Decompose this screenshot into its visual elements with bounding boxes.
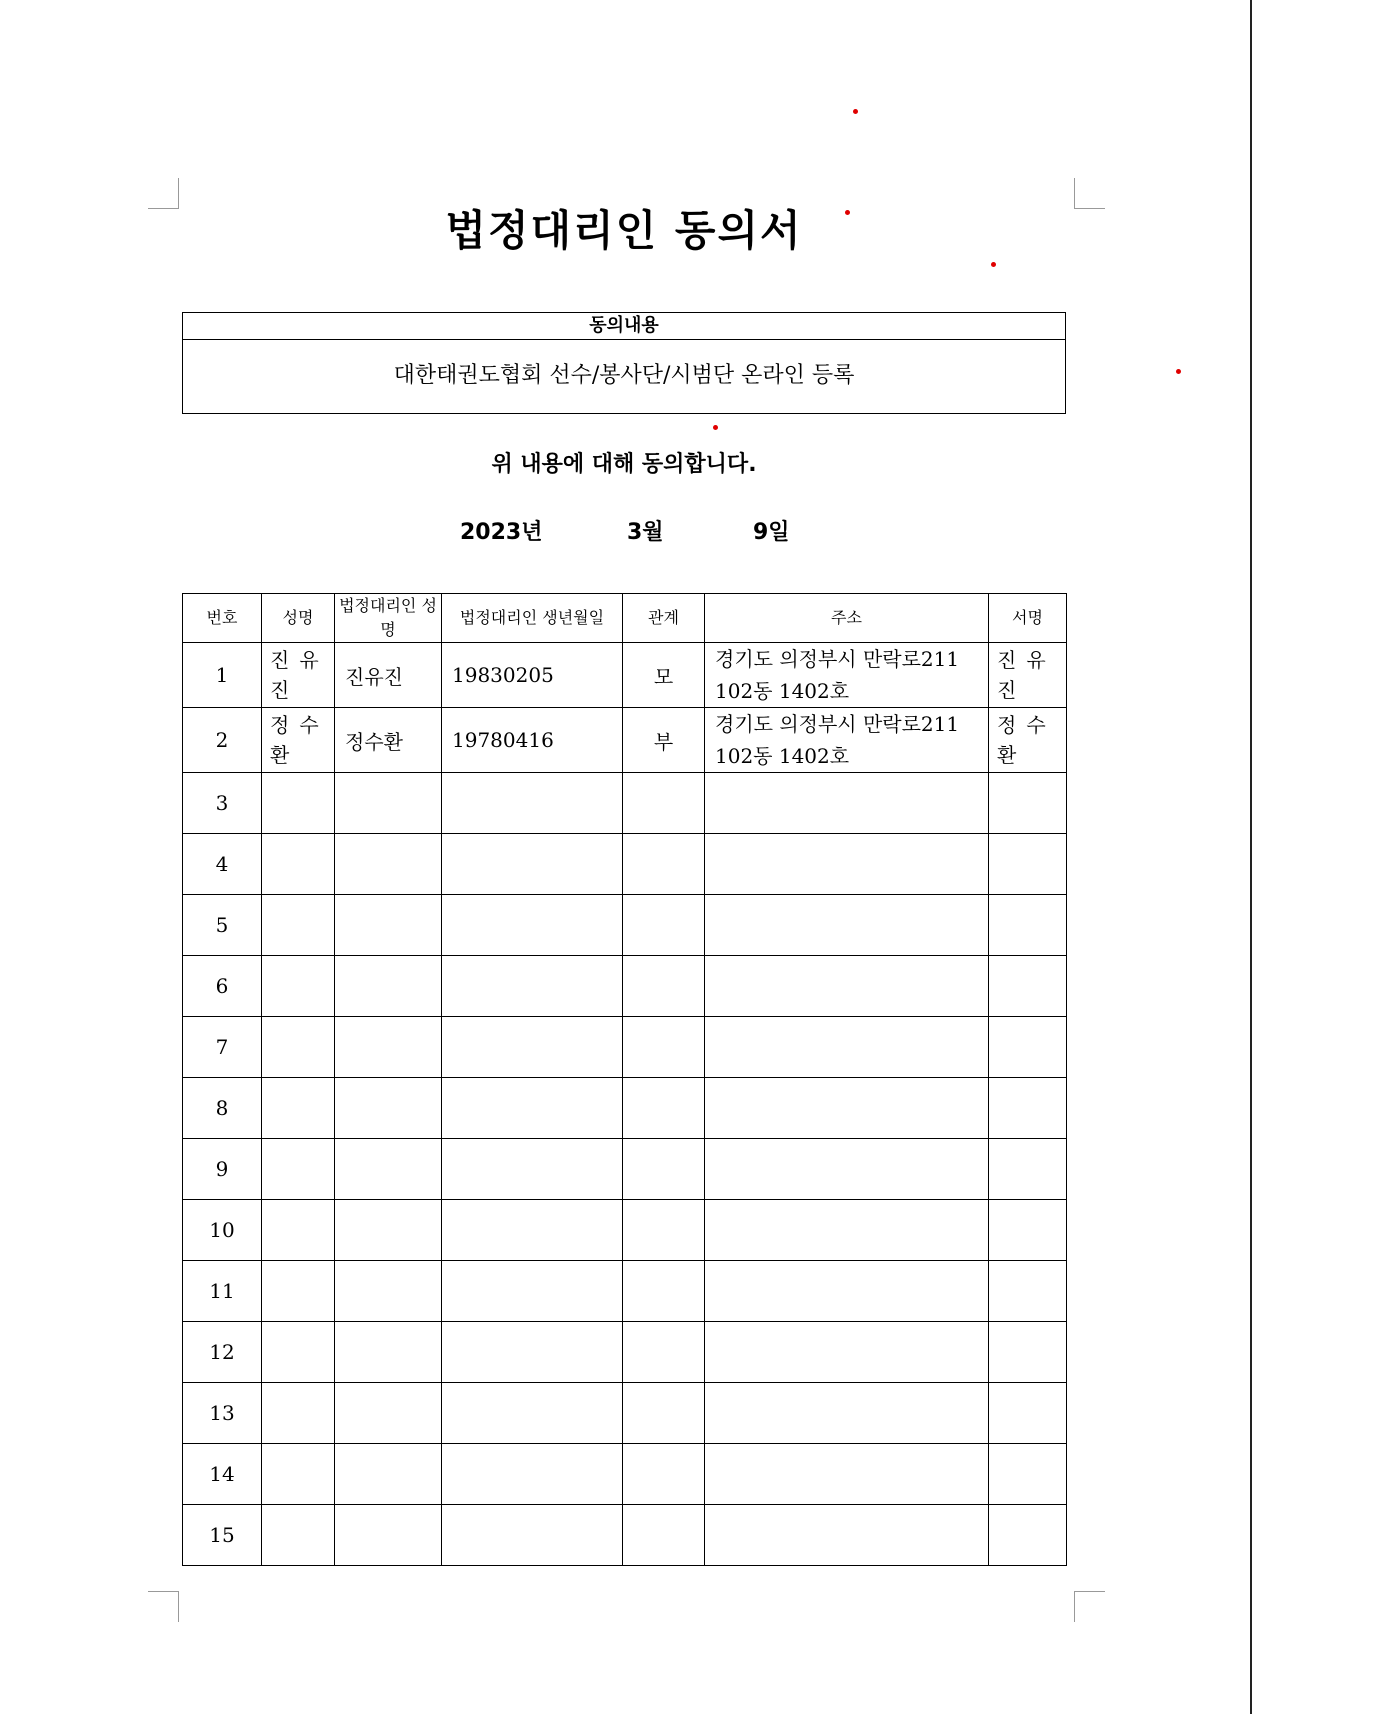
row-guardian-birth xyxy=(442,895,623,956)
date-day: 9일 xyxy=(753,520,790,545)
row-guardian-name: 진유진 xyxy=(335,643,442,708)
table-row xyxy=(183,1383,1067,1444)
row-number: 15 xyxy=(183,1505,262,1566)
row-relation xyxy=(623,1139,705,1200)
table-row xyxy=(183,1322,1067,1383)
row-guardian-birth xyxy=(442,834,623,895)
table-row xyxy=(183,1505,1067,1566)
row-name xyxy=(262,1261,335,1322)
row-number: 7 xyxy=(183,1017,262,1078)
row-name xyxy=(262,1505,335,1566)
row-address xyxy=(705,708,989,773)
row-guardian-name xyxy=(335,773,442,834)
consent-body: 대한태권도협회 선수/봉사단/시범단 온라인 등록 xyxy=(393,363,855,388)
row-name xyxy=(262,1444,335,1505)
header-signature: 서명 xyxy=(989,594,1067,643)
row-name xyxy=(262,834,335,895)
row-address xyxy=(705,1505,989,1566)
row-relation xyxy=(623,1322,705,1383)
row-address xyxy=(705,1322,989,1383)
crop-mark-top-left xyxy=(148,178,179,209)
row-address xyxy=(705,1139,989,1200)
row-guardian-name xyxy=(335,1505,442,1566)
row-guardian-name xyxy=(335,1444,442,1505)
row-name xyxy=(262,1017,335,1078)
address-line-2: 102동 1402호 xyxy=(715,744,850,768)
row-number: 6 xyxy=(183,956,262,1017)
row-guardian-birth xyxy=(442,1322,623,1383)
row-guardian-name: 정수환 xyxy=(335,708,442,773)
row-address xyxy=(705,773,989,834)
row-guardian-birth xyxy=(442,1261,623,1322)
table-row xyxy=(183,895,1067,956)
row-guardian-birth xyxy=(442,1505,623,1566)
row-number: 12 xyxy=(183,1322,262,1383)
row-guardian-name xyxy=(335,1322,442,1383)
consent-box xyxy=(182,312,1066,414)
row-relation xyxy=(623,956,705,1017)
row-address xyxy=(705,1200,989,1261)
table-row xyxy=(183,834,1067,895)
row-name xyxy=(262,1139,335,1200)
marker-dot xyxy=(991,262,996,267)
row-guardian-name xyxy=(335,1078,442,1139)
date-year: 2023년 xyxy=(460,520,543,545)
row-number: 9 xyxy=(183,1139,262,1200)
header-relation: 관계 xyxy=(623,594,705,643)
row-signature xyxy=(989,1139,1067,1200)
row-number: 2 xyxy=(183,708,262,773)
document-title: 법정대리인 동의서 xyxy=(445,206,803,255)
row-relation xyxy=(623,1200,705,1261)
consent-header: 동의내용 xyxy=(183,313,1065,340)
row-signature xyxy=(989,834,1067,895)
agreement-statement: 위 내용에 대해 동의합니다. xyxy=(491,452,757,477)
table-row xyxy=(183,1200,1067,1261)
row-guardian-name xyxy=(335,956,442,1017)
row-relation xyxy=(623,895,705,956)
row-name xyxy=(262,895,335,956)
row-guardian-birth xyxy=(442,1017,623,1078)
row-signature xyxy=(989,1444,1067,1505)
row-guardian-birth xyxy=(442,1200,623,1261)
row-address xyxy=(705,834,989,895)
row-number: 5 xyxy=(183,895,262,956)
table-row xyxy=(183,1078,1067,1139)
row-signature xyxy=(989,895,1067,956)
row-relation xyxy=(623,1261,705,1322)
table-row xyxy=(183,708,1067,773)
row-guardian-birth xyxy=(442,773,623,834)
row-address xyxy=(705,895,989,956)
crop-mark-top-right xyxy=(1074,178,1105,209)
row-number: 10 xyxy=(183,1200,262,1261)
row-address xyxy=(705,1444,989,1505)
marker-dot xyxy=(853,109,858,114)
row-guardian-birth xyxy=(442,956,623,1017)
table-row xyxy=(183,1139,1067,1200)
row-name xyxy=(262,1078,335,1139)
marker-dot xyxy=(1176,369,1181,374)
row-number: 8 xyxy=(183,1078,262,1139)
table-header-row xyxy=(183,594,1067,643)
row-relation xyxy=(623,834,705,895)
address-line-2: 102동 1402호 xyxy=(715,679,850,703)
crop-mark-bottom-left xyxy=(148,1591,179,1622)
guardian-table xyxy=(182,593,1067,1566)
row-relation xyxy=(623,1444,705,1505)
table-row xyxy=(183,1444,1067,1505)
row-relation xyxy=(623,773,705,834)
row-guardian-birth xyxy=(442,1078,623,1139)
row-guardian-birth: 19830205 xyxy=(442,643,623,708)
row-guardian-name xyxy=(335,1383,442,1444)
row-relation xyxy=(623,1383,705,1444)
row-relation: 모 xyxy=(623,643,705,708)
address-line-1: 경기도 의정부시 만락로211 xyxy=(715,712,960,736)
row-guardian-name xyxy=(335,834,442,895)
row-number: 3 xyxy=(183,773,262,834)
page-edge xyxy=(1250,0,1252,1714)
row-signature xyxy=(989,773,1067,834)
row-name xyxy=(262,1322,335,1383)
marker-dot xyxy=(713,425,718,430)
row-number: 14 xyxy=(183,1444,262,1505)
row-guardian-name xyxy=(335,1261,442,1322)
row-guardian-name xyxy=(335,1017,442,1078)
row-signature xyxy=(989,1322,1067,1383)
header-name: 성명 xyxy=(262,594,335,643)
row-guardian-birth xyxy=(442,1139,623,1200)
row-address xyxy=(705,1078,989,1139)
row-address xyxy=(705,1017,989,1078)
row-signature xyxy=(989,1078,1067,1139)
row-relation xyxy=(623,1078,705,1139)
crop-mark-bottom-right xyxy=(1074,1591,1105,1622)
row-relation xyxy=(623,1017,705,1078)
row-signature: 진유진 xyxy=(989,643,1067,708)
row-signature xyxy=(989,956,1067,1017)
table-row xyxy=(183,643,1067,708)
row-guardian-birth xyxy=(442,1383,623,1444)
row-number: 1 xyxy=(183,643,262,708)
row-signature xyxy=(989,1200,1067,1261)
row-number: 11 xyxy=(183,1261,262,1322)
row-guardian-name xyxy=(335,895,442,956)
header-guardian-name: 법정대리인 성명 xyxy=(335,594,442,643)
row-guardian-birth: 19780416 xyxy=(442,708,623,773)
row-number: 4 xyxy=(183,834,262,895)
header-guardian-birth: 법정대리인 생년월일 xyxy=(442,594,623,643)
row-name xyxy=(262,1383,335,1444)
row-relation xyxy=(623,1505,705,1566)
table-row xyxy=(183,1017,1067,1078)
row-name: 진유진 xyxy=(262,643,335,708)
table-row xyxy=(183,1261,1067,1322)
row-guardian-birth xyxy=(442,1444,623,1505)
row-name xyxy=(262,773,335,834)
address-line-1: 경기도 의정부시 만락로211 xyxy=(715,647,960,671)
row-address xyxy=(705,1261,989,1322)
header-number: 번호 xyxy=(183,594,262,643)
row-address xyxy=(705,1383,989,1444)
row-signature xyxy=(989,1383,1067,1444)
table-row xyxy=(183,773,1067,834)
row-name: 정수환 xyxy=(262,708,335,773)
row-signature xyxy=(989,1505,1067,1566)
row-guardian-name xyxy=(335,1200,442,1261)
row-name xyxy=(262,1200,335,1261)
row-signature: 정수환 xyxy=(989,708,1067,773)
row-relation: 부 xyxy=(623,708,705,773)
date-month: 3월 xyxy=(627,520,664,545)
row-address xyxy=(705,956,989,1017)
row-address xyxy=(705,643,989,708)
header-address: 주소 xyxy=(705,594,989,643)
row-number: 13 xyxy=(183,1383,262,1444)
row-guardian-name xyxy=(335,1139,442,1200)
table-row xyxy=(183,956,1067,1017)
row-signature xyxy=(989,1017,1067,1078)
row-name xyxy=(262,956,335,1017)
row-signature xyxy=(989,1261,1067,1322)
